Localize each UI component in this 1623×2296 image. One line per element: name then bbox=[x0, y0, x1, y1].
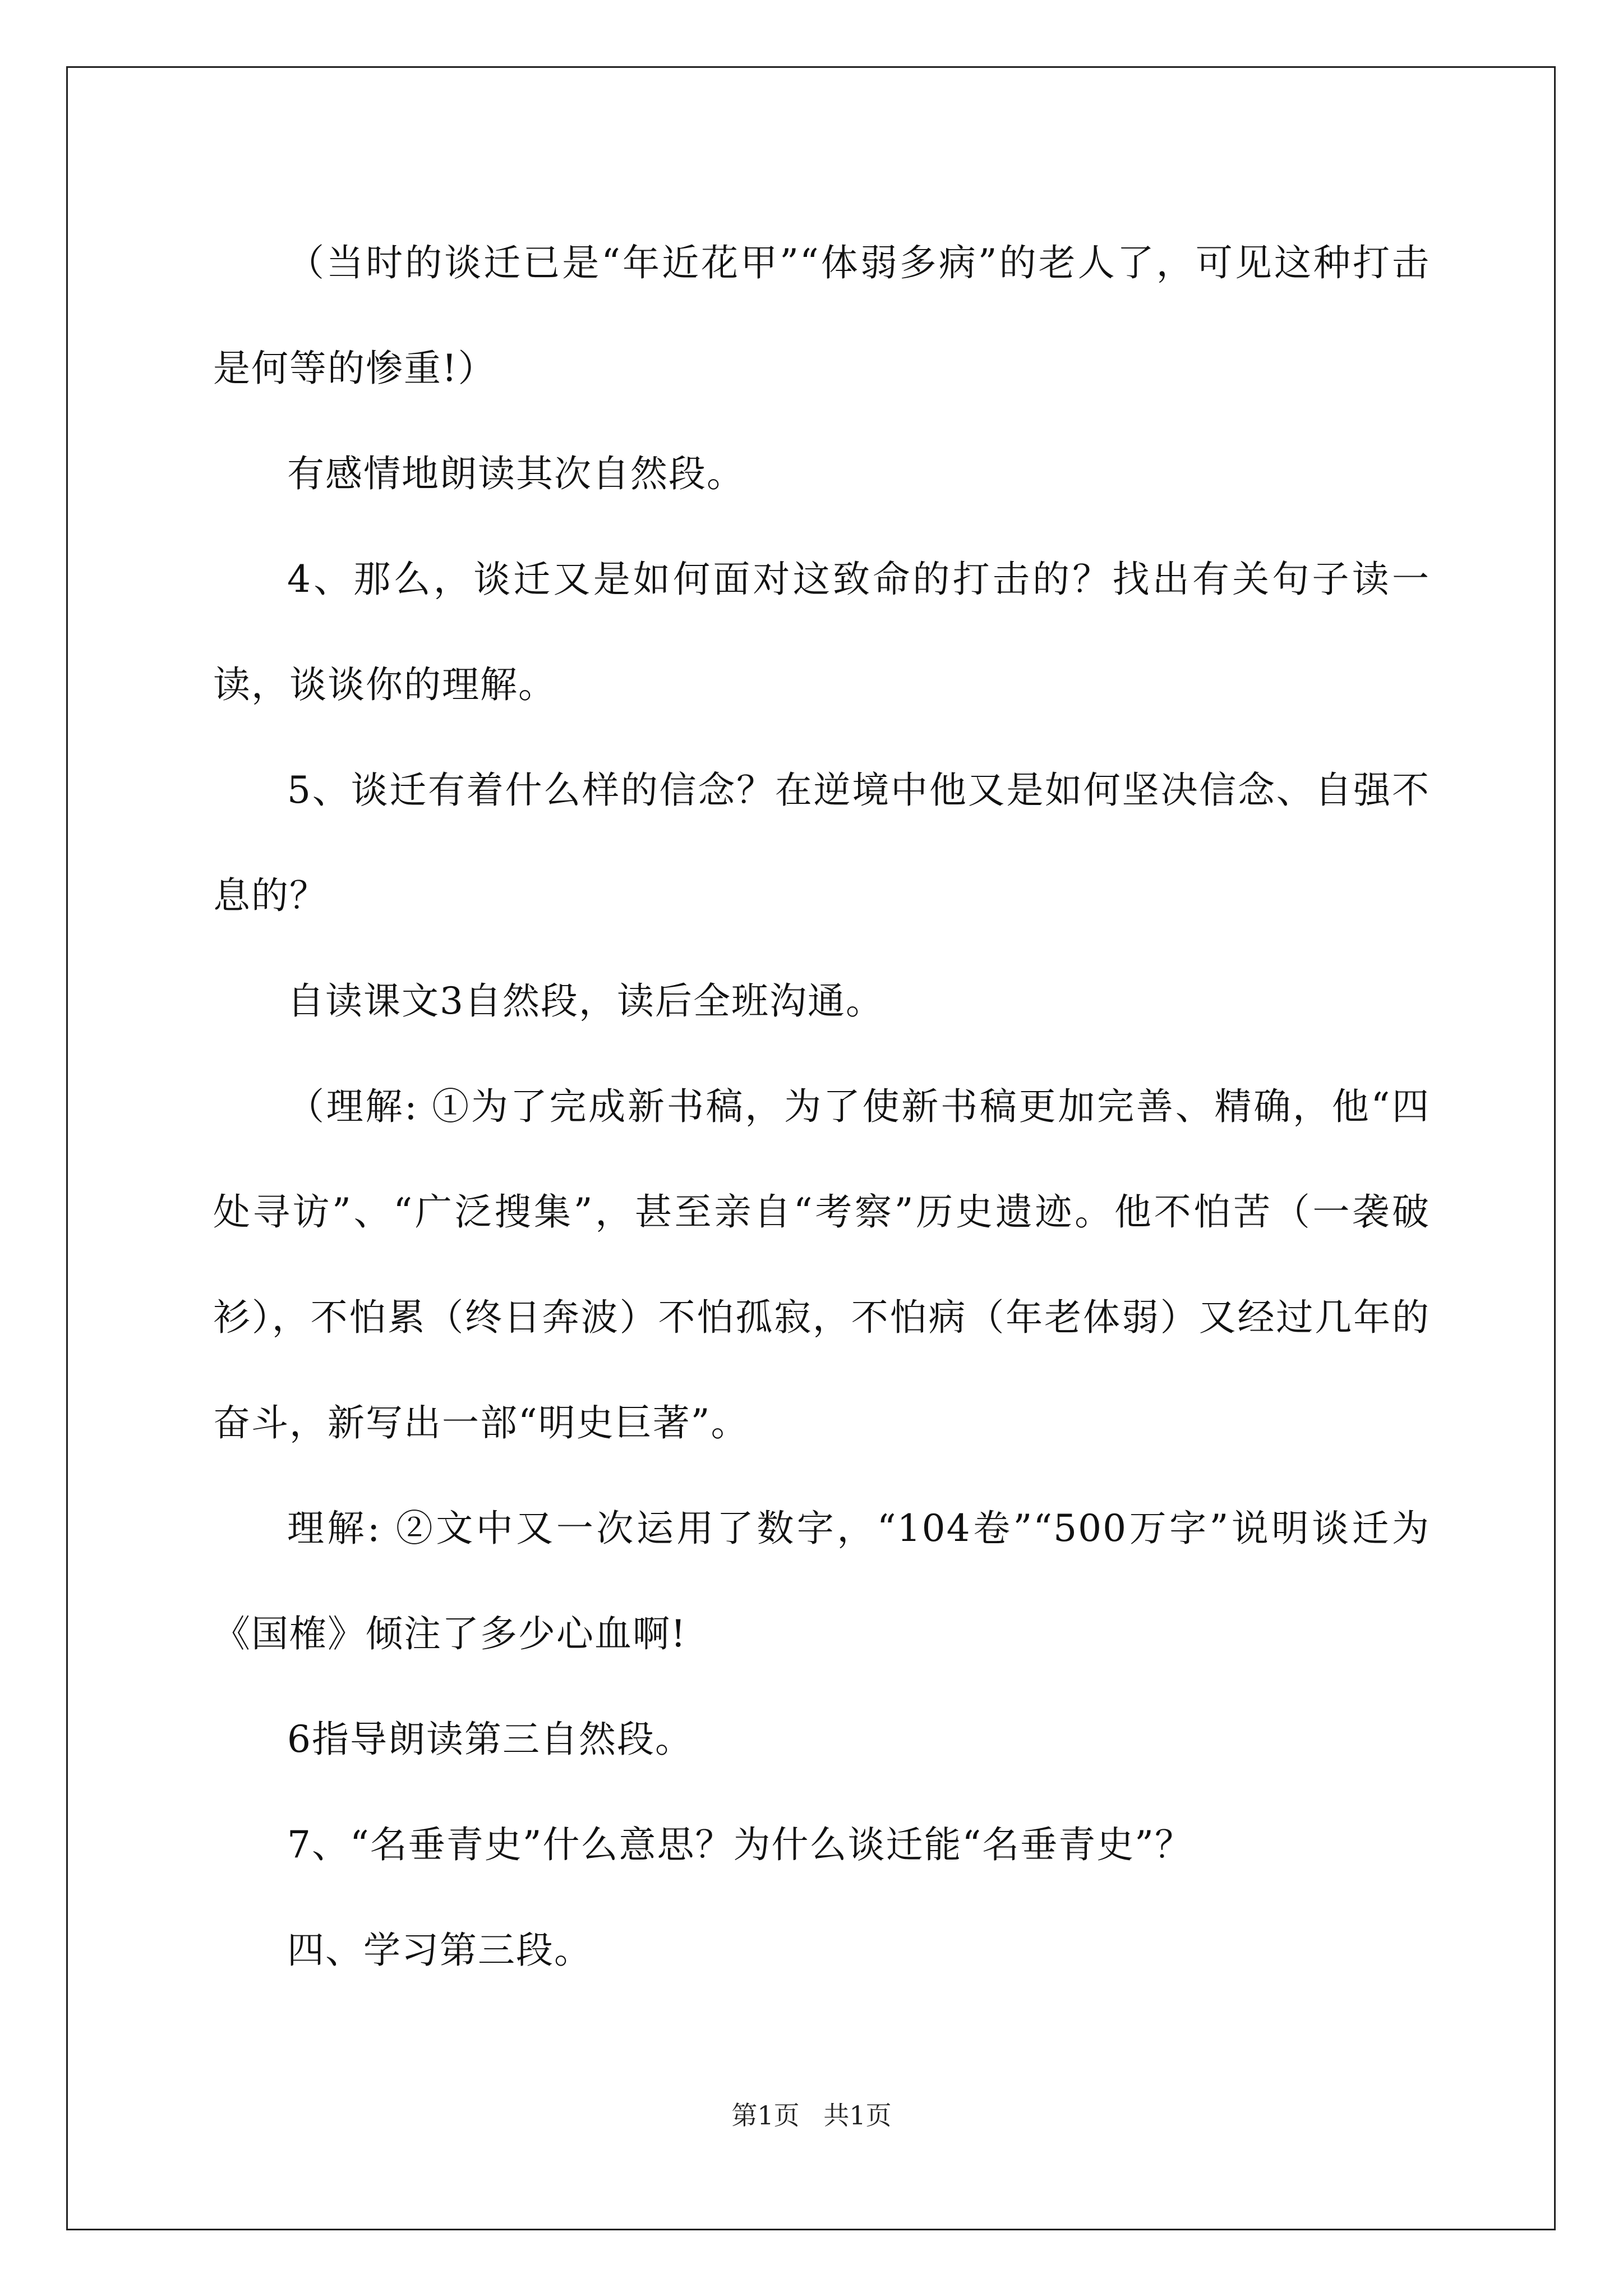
paragraph-1: （当时的谈迁已是“年近花甲”“体弱多病”的老人了，可见这种打击是何等的惨重!） bbox=[213, 241, 1430, 390]
document-body bbox=[213, 210, 1430, 2003]
page-number-current: 第1页 bbox=[731, 2100, 800, 2131]
paragraph-10: 四、学习第三段。 bbox=[287, 1929, 592, 1972]
paragraph-9: 7、“名垂青史”什么意思？为什么谈迁能“名垂青史”？ bbox=[287, 1823, 1193, 1866]
page-footer bbox=[0, 2095, 1623, 2132]
paragraph-8: 6指导朗读第三自然段。 bbox=[287, 1718, 693, 1761]
paragraph-6: （理解: ①为了完成新书稿，为了使新书稿更加完善、精确，他“四处寻访”、“广泛搜集”，甚至亲自“考察”历史遗迹。他不怕苦（一袭破衫），不怕累（终日奔波）不怕孤寂，不怕病（年老体弱）又经过几年的奋斗，新写出一部“明史巨著”。 bbox=[213, 1085, 1430, 1444]
paragraph-4: 5、谈迁有着什么样的信念？在逆境中他又是如何坚决信念、自强不息的？ bbox=[213, 769, 1430, 917]
paragraph-2: 有感情地朗读其次自然段。 bbox=[287, 452, 745, 495]
paragraph-5: 自读课文3自然段，读后全班沟通。 bbox=[287, 979, 884, 1023]
paragraph-7: 理解: ②文中又一次运用了数字，“104卷”“500万字”说明谈迁为《国榷》倾注了多少心血啊! bbox=[213, 1507, 1430, 1655]
page-number-total: 共1页 bbox=[823, 2100, 892, 2131]
paragraph-3: 4、那么，谈迁又是如何面对这致命的打击的？找出有关句子读一读，谈谈你的理解。 bbox=[213, 558, 1430, 706]
